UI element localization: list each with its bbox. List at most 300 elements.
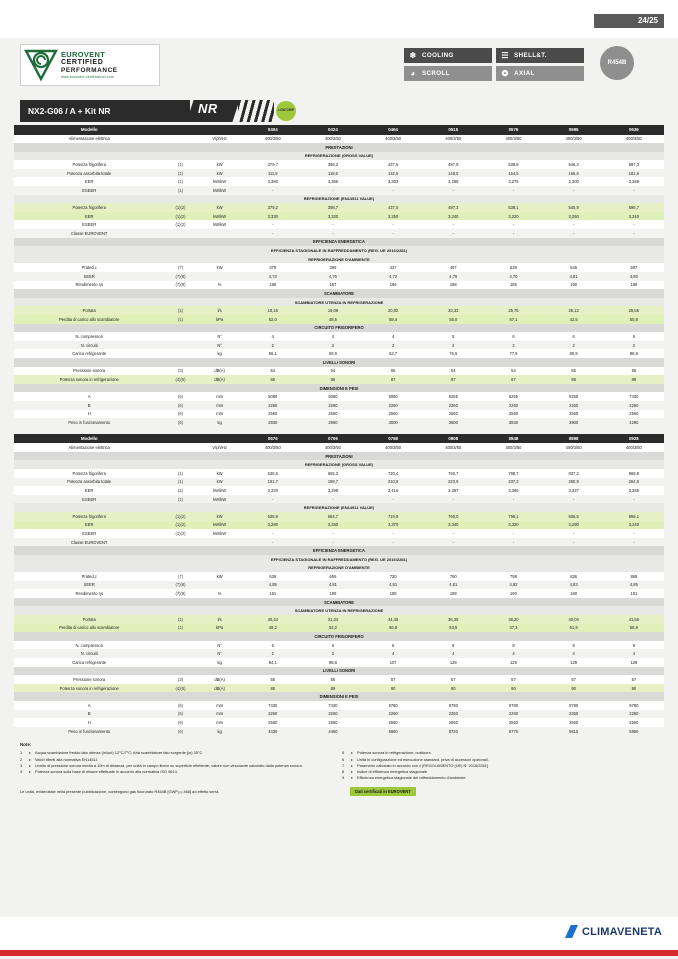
cell: 88,8 [604,349,664,358]
row-unit: kW [197,169,243,178]
cell: 88 [243,684,303,693]
section-row [14,692,664,701]
cell: - [544,229,604,238]
cell: 187 [303,281,363,290]
cell: 210,9 [363,478,423,487]
cell: 4290 [604,418,664,427]
cell: 655,3 [303,469,363,478]
table-row [14,443,664,452]
cell: 2260 [243,710,303,719]
cell: - [363,186,423,195]
cell: 111,9 [243,169,303,178]
row-label: H [14,410,164,419]
feature-badges [404,48,594,84]
row-label: Alimentazione elettrica [14,443,164,452]
table-row [14,529,664,538]
cell: 185 [483,281,543,290]
row-label: B [14,401,164,410]
cell: - [423,186,483,195]
table-row [14,495,664,504]
cell: 9780 [483,701,543,710]
cell: - [544,529,604,538]
subsection-label: REFRIGERAZIONE (GROSS VALUE) [14,152,664,161]
cell: 250,9 [544,478,604,487]
axial-fan-icon: ❂ [501,69,509,78]
cell: 4450 [303,727,363,736]
cell: 379,2 [243,203,303,212]
note-arrow-icon: ▸ [29,756,31,762]
row-label: SEER [14,272,164,281]
cell: 47,3 [483,624,543,633]
section-label: DIMENSIONI E PESI [14,692,664,701]
cell: 18,16 [243,306,303,315]
brand-badge-row [14,38,664,98]
cell: 3,280 [243,521,303,530]
cell: 3,285 [423,177,483,186]
cell: 4,80 [604,272,664,281]
badge-shell-tube [496,48,584,63]
table-row [14,418,664,427]
row-note: (7)(9) [164,589,196,598]
model-col-5: 0585 [544,125,604,135]
cell: 56 [303,675,363,684]
section-row [14,358,664,367]
cell: 3,337 [544,486,604,495]
row-label: SEER [14,581,164,590]
cell: 4,81 [544,272,604,281]
cell: 6255 [423,392,483,401]
cell: 4 [363,332,423,341]
row-label: Potenza frigorifera [14,203,164,212]
section-row [14,546,664,555]
row-note: (1) [164,169,196,178]
cell: 55 [363,367,423,376]
cell: 4,81 [423,581,483,590]
cell: 4,81 [303,581,363,590]
note-item [20,769,342,775]
cell: 5720 [423,727,483,736]
cell: 56,1 [243,349,303,358]
row-label: Perdita di carico allo scambiatore [14,624,164,633]
row-label: ESEER [14,495,164,504]
cell: 487,3 [423,203,483,212]
row-unit: dB(A) [197,684,243,693]
cell: 3,397 [423,486,483,495]
cell: 400/3/50 [423,443,483,452]
note-text: Parametro calcolato in accordo con il (REGOLAMENTO (UE) N. 2016/2281] [357,762,488,768]
cell: - [544,186,604,195]
cell: 3,303 [363,177,423,186]
notes-column-right [342,750,664,781]
cell: 5770 [483,727,543,736]
cell: 3,240 [604,212,664,221]
cell: 80,8 [544,349,604,358]
row-label: B [14,710,164,719]
note-number: 5 [342,750,345,756]
note-item [342,750,664,756]
cell: 5810 [544,727,604,736]
eurovent-line1: EUROVENT [61,49,106,59]
row-unit: dB(A) [197,375,243,384]
note-item [342,757,664,763]
row-label: Perdita di carico allo scambiatore [14,315,164,324]
cell: 2 [363,341,423,350]
cell: 86 [243,375,303,384]
cell: - [483,495,543,504]
row-label: EER [14,486,164,495]
cell: 181,6 [604,169,664,178]
badge-axial [496,66,584,81]
cell: 88 [604,375,664,384]
note-number: 2 [20,756,23,762]
cell: 2 [303,649,363,658]
row-unit: mm [197,718,243,727]
row-unit [197,229,243,238]
row-note: (1) [164,315,196,324]
cell: 2560 [363,410,423,419]
cell: - [303,538,363,547]
note-arrow-icon: ▸ [351,756,353,762]
cell: 2260 [483,710,543,719]
cell: - [604,229,664,238]
cell: 836,5 [544,512,604,521]
row-unit: N° [197,641,243,650]
row-note [164,349,196,358]
note-arrow-icon: ▸ [351,750,353,756]
cell: 400/3/50 [544,443,604,452]
cell: 57 [363,675,423,684]
cell: 57 [604,675,664,684]
section-label: CIRCUITO FRIGORIFERO [14,324,664,333]
badge-cooling [404,48,492,63]
badge-cooling-label: COOLING [422,52,454,59]
cell: 223,9 [423,478,483,487]
subsection-label: REFRIGERAZIONE (EN14511 VALUE) [14,503,664,512]
cell: 23,33 [423,306,483,315]
cell: 54 [483,367,543,376]
row-label: Portata [14,615,164,624]
cell: 2560 [303,718,363,727]
cell: 2560 [423,718,483,727]
row-unit: kW/kW [197,186,243,195]
table-row [14,306,664,315]
cell: 186 [363,281,423,290]
cell: 6 [363,641,423,650]
cell: 636,5 [243,469,303,478]
cell: 3600 [423,418,483,427]
table-row [14,281,664,290]
cell: 2 [303,341,363,350]
section-row [14,324,664,333]
row-unit: l/s [197,615,243,624]
subsection-row [14,195,664,204]
row-note: (1) [164,306,196,315]
cell: 3,275 [483,177,543,186]
cell: 132,5 [363,169,423,178]
row-label: Potenza frigorifera [14,512,164,521]
cell: 62,7 [363,349,423,358]
row-note: (6) [164,410,196,419]
table-row [14,203,664,212]
cell: 4,76 [423,272,483,281]
subsection-row [14,255,664,264]
cell: 2260 [423,401,483,410]
cell: 57 [423,675,483,684]
cell: 9780 [423,701,483,710]
row-label: ESEER [14,186,164,195]
header-unit [197,434,243,444]
cell: 400/3/50 [604,135,664,144]
notes-block [14,742,664,796]
row-label: Classe EUROVENT [14,538,164,547]
header-modello: Modello [14,434,164,444]
cell: 2260 [544,401,604,410]
table-row [14,572,664,581]
cell: 4,81 [363,581,423,590]
cell: 67,1 [483,315,543,324]
cell: 34,45 [363,615,423,624]
cell: 7430 [243,701,303,710]
refrigerant-badge: R454B [600,46,634,80]
cell: 6 [243,641,303,650]
cell: 2260 [604,710,664,719]
cell: 636 [243,572,303,581]
section-row [14,384,664,393]
cell: - [544,220,604,229]
cell: 546,4 [544,160,604,169]
variant-label: NR [198,101,218,116]
table-row [14,410,664,419]
cell: - [604,495,664,504]
row-unit: dB(A) [197,675,243,684]
cell: 538 [483,263,543,272]
cell: 2260 [363,710,423,719]
row-label: EER [14,177,164,186]
cell: 3,250 [363,212,423,221]
cell: 3000 [363,418,423,427]
cell: 2260 [363,401,423,410]
row-label: Peso in funzionamento [14,727,164,736]
subsection-row [14,564,664,573]
row-unit: V/ph/Hz [197,443,243,452]
cell: 8 [544,641,604,650]
cell: 86 [303,375,363,384]
cell: 7430 [604,392,664,401]
cell: 54 [243,367,303,376]
cell: 400/3/50 [243,443,303,452]
cell: 400/3/50 [483,135,543,144]
cell: 2560 [303,410,363,419]
cell: - [423,229,483,238]
cell: 3,220 [483,212,543,221]
cell: 129 [483,658,543,667]
cell: 26,13 [544,306,604,315]
row-unit: mm [197,410,243,419]
cell: 2 [243,649,303,658]
row-unit: kPa [197,315,243,324]
row-unit: kW/kW [197,220,243,229]
table-row [14,658,664,667]
cell: 798,7 [483,469,543,478]
table-row [14,684,664,693]
row-label: Alimentazione elettrica [14,135,164,144]
row-label: Portata [14,306,164,315]
table-row [14,589,664,598]
cell: 49,2 [243,624,303,633]
model-title-bar [14,100,664,122]
row-note: (7) [164,263,196,272]
cell: 9780 [363,701,423,710]
row-unit: kg [197,418,243,427]
row-unit: mm [197,710,243,719]
cell: 2 [604,341,664,350]
cell: 7430 [303,701,363,710]
cell: 719,8 [363,512,423,521]
cell: 90 [363,684,423,693]
cell: 59,9 [303,349,363,358]
header-unit [197,125,243,135]
row-unit: N° [197,649,243,658]
section-row [14,289,664,298]
row-label: EER [14,521,164,530]
table-row [14,272,664,281]
table-row [14,135,664,144]
section-label: CIRCUITO FRIGORIFERO [14,632,664,641]
row-label: Potenza assorbita totale [14,169,164,178]
row-note: (4)(5) [164,684,196,693]
row-note: (1)(2) [164,203,196,212]
row-unit: kPa [197,624,243,633]
row-note: (1) [164,486,196,495]
header-modello: Modello [14,125,164,135]
cell: 836 [544,572,604,581]
spec-table-2-body [14,434,664,736]
cell: 868,1 [604,512,664,521]
cell: 51,9 [544,624,604,633]
row-unit: kW [197,203,243,212]
cell: 760,7 [423,469,483,478]
note-arrow-icon: ▸ [29,762,31,768]
cell: 25,76 [483,306,543,315]
cell: 2260 [544,710,604,719]
row-unit: mm [197,401,243,410]
model-col-6: 0928 [604,434,664,444]
cell: 28,56 [604,306,664,315]
row-unit: N° [197,341,243,350]
eurovent-url: www.eurovent-certification.com [61,74,114,79]
row-note: (6) [164,701,196,710]
cell: 8 [604,641,664,650]
subsection-row [14,246,664,255]
cell: 3,370 [363,521,423,530]
cell: 4,83 [544,581,604,590]
row-label: Rendimento ηs [14,281,164,290]
subsection-label: SCAMBIATORE UTENZA IN REFRIGERAZIONE [14,606,664,615]
row-note: (7)(9) [164,281,196,290]
table-row [14,349,664,358]
subsection-label: REFRIGERAZIONE D'AMBIENTE [14,255,664,264]
cell: - [604,186,664,195]
page-content [14,38,664,796]
cell: - [423,220,483,229]
cell: 487 [423,263,483,272]
cell: 94,1 [243,658,303,667]
section-row [14,238,664,247]
row-label: Rendimento ηs [14,589,164,598]
cell: - [243,220,303,229]
row-label: Potenza frigorifera [14,160,164,169]
row-unit: kW/kW [197,529,243,538]
model-col-5: 0898 [544,434,604,444]
note-arrow-icon: ▸ [351,775,353,781]
cell: 63,5 [423,624,483,633]
cell: 40,04 [544,615,604,624]
model-col-4: 0576 [483,125,543,135]
row-note: (1)(2) [164,512,196,521]
cell: 2930 [243,418,303,427]
row-note [164,135,196,144]
table-row [14,710,664,719]
spec-table-1 [14,125,664,427]
cell: 4430 [243,727,303,736]
row-unit: kg [197,727,243,736]
subsection-label: REFRIGERAZIONE (GROSS VALUE) [14,460,664,469]
subsection-row [14,503,664,512]
snowflake-icon: ❄ [409,51,417,60]
cell: 191,7 [243,478,303,487]
note-number: 6 [342,756,345,762]
note-text: Efficienza energetica stagionale del raffreddamento d'ambiente [357,775,466,781]
cell: 77,9 [483,349,543,358]
cell: - [243,495,303,504]
cell: 20,92 [363,306,423,315]
cell: 837,2 [544,469,604,478]
cell: 198,7 [303,478,363,487]
row-label: ESEER [14,220,164,229]
cell: 3,285 [604,486,664,495]
row-label: Potenza frigorifera [14,469,164,478]
cell: 3,260 [544,212,604,221]
note-number: 3 [20,762,23,768]
row-label: Potenza assorbita totale [14,478,164,487]
cell: 58,4 [363,315,423,324]
row-note: (6) [164,392,196,401]
cell: 2960 [303,418,363,427]
table-row [14,177,664,186]
cell: 54 [303,367,363,376]
cell: 2560 [544,410,604,419]
table-row [14,581,664,590]
cell: 2 [423,341,483,350]
cell: 760 [423,572,483,581]
cell: 56,9 [363,624,423,633]
cell: - [544,538,604,547]
row-unit: V/ph/Hz [197,135,243,144]
cell: 42,5 [544,315,604,324]
cell: - [363,229,423,238]
cell: - [544,495,604,504]
note-text: Livello di pressione sonora media a 10m di distanza, per unità in campo libero su superficie riflettente; valore non vincolante calcolato dalla potenza sonora. [35,762,303,768]
table-row [14,229,664,238]
model-col-6: 0636 [604,125,664,135]
cell: 4,82 [483,581,543,590]
row-note: (1)(2) [164,220,196,229]
cell: 31,34 [303,615,363,624]
cell: 19,09 [303,306,363,315]
row-unit: % [197,281,243,290]
note-item [20,763,342,769]
row-unit: l/s [197,306,243,315]
